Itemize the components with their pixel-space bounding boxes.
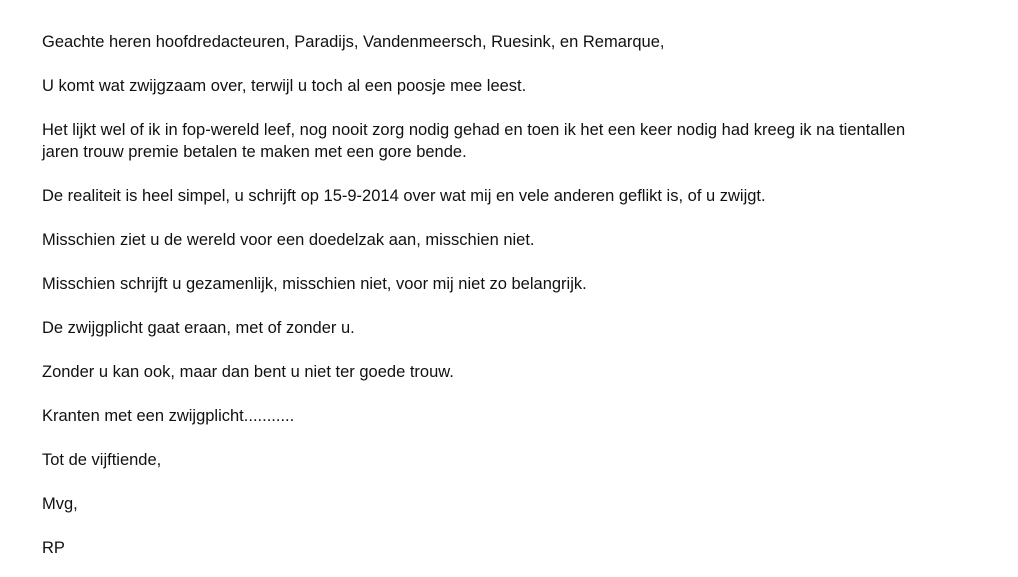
signature: RP [42,539,65,557]
paragraph: U komt wat zwijgzaam over, terwijl u toch al een poosje mee leest. [42,77,527,95]
salutation: Geachte heren hoofdredacteuren, Paradijs, Vandenmeersch, Ruesink, en Remarque, [42,33,665,51]
paragraph: Kranten met een zwijgplicht........... [42,407,295,425]
paragraph: Het lijkt wel of ik in fop-wereld leef, nog nooit zorg nodig gehad en toen ik het een keer nodig had kreeg ik na tientallen jaren trouw premie betalen te maken met een gore bende. [42,121,906,161]
paragraph: De realiteit is heel simpel, u schrijft op 15-9-2014 over wat mij en vele anderen geflikt is, of u zwijgt. [42,187,766,205]
paragraph: De zwijgplicht gaat eraan, met of zonder u. [42,319,355,337]
paragraph: Misschien schrijft u gezamenlijk, misschien niet, voor mij niet zo belangrijk. [42,275,587,293]
closing: Mvg, [42,495,78,513]
paragraph: Zonder u kan ook, maar dan bent u niet ter goede trouw. [42,363,454,381]
paragraph: Tot de vijftiende, [42,451,162,469]
letter-body [42,31,982,559]
paragraph: Misschien ziet u de wereld voor een doedelzak aan, misschien niet. [42,231,535,249]
